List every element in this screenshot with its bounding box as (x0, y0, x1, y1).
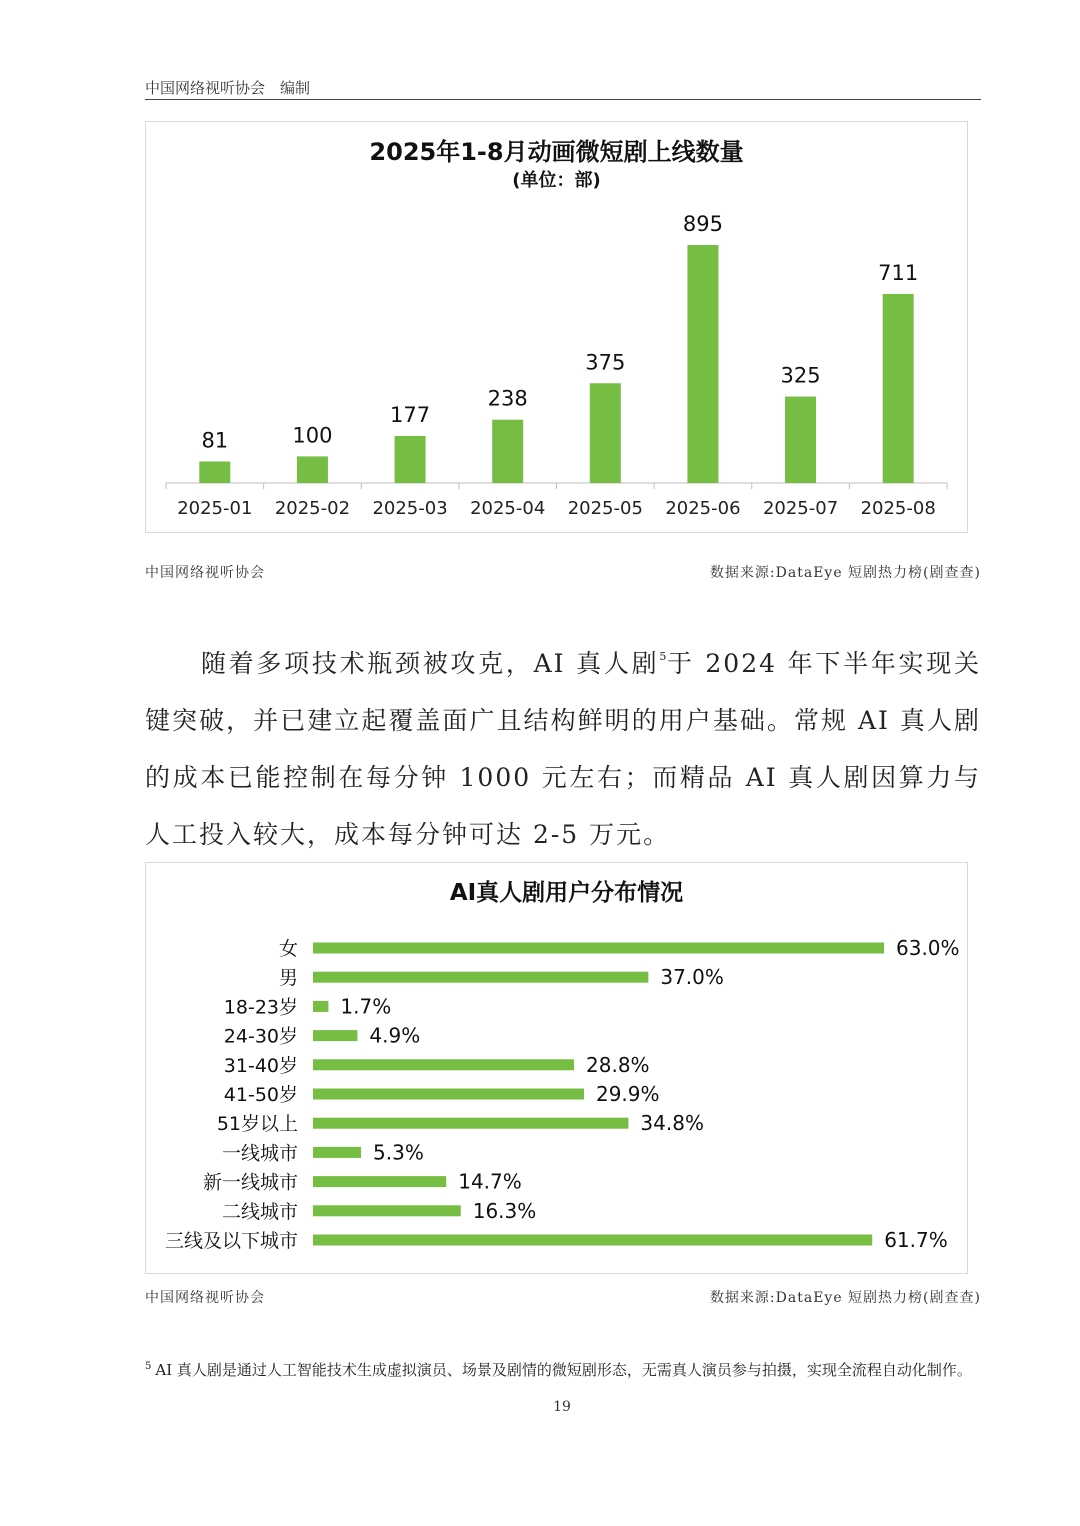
chart1-category-label: 2025-02 (274, 498, 351, 519)
chart1-category-label: 2025-01 (177, 498, 253, 519)
header-rule (145, 99, 981, 100)
chart2-category-label: 新一线城市 (202, 1171, 298, 1194)
chart2-category-label: 女 (278, 938, 298, 960)
chart1-data-label: 100 (292, 423, 333, 448)
chart2-bar (313, 1205, 461, 1216)
chart2-bar (313, 1176, 446, 1187)
page-header: 中国网络视听协会 编制 (145, 79, 311, 97)
chart1-category-label: 2025-07 (762, 498, 839, 519)
chart2-bar (313, 972, 648, 983)
chart1-data-label: 238 (487, 386, 528, 411)
chart2-data-label: 4.9% (369, 1023, 421, 1048)
chart2-data-label: 14.7% (458, 1169, 522, 1194)
chart1-bar (590, 383, 621, 483)
chart1-data-label: 711 (878, 260, 919, 285)
chart2-bar (313, 1118, 628, 1129)
chart1-category-label: 2025-05 (567, 498, 643, 519)
chart1-bar (199, 461, 230, 483)
chart2-category-label: 男 (278, 967, 298, 990)
chart1-bar (492, 420, 523, 483)
footnote-marker: 5 (145, 1361, 152, 1372)
chart1-data-label: 895 (682, 212, 723, 236)
chart2-bar (313, 1235, 872, 1246)
chart2-data-label: 16.3% (472, 1198, 537, 1223)
chart1-bar (395, 436, 426, 483)
chart1-category-label: 2025-03 (372, 498, 448, 519)
chart-monthly-releases (145, 121, 968, 533)
chart2-data-label: 61.7% (884, 1228, 948, 1252)
chart2-bar (313, 1059, 574, 1070)
paragraph-part2: 于 2024 年下半年实现关键突破，并已建立起覆盖面广且结构鲜明的用户基础。常规 AI 真人剧的成本已能控制在每分钟 1000 元左右；而精品 AI 真人剧因算力与人工投入较大，成本每分钟可达 2-5 万元。 (145, 649, 981, 849)
chart2-data-label: 63.0% (896, 936, 960, 960)
paragraph-part1: 随着多项技术瓶颈被攻克，AI 真人剧 (201, 649, 660, 678)
chart1-source-right: 数据来源:DataEye 短剧热力榜(剧查查) (709, 565, 981, 581)
chart1-data-label: 177 (390, 402, 431, 427)
chart2-data-label: 5.3% (373, 1140, 424, 1165)
chart1-data-label: 325 (780, 363, 821, 388)
chart2-data-label: 1.7% (340, 994, 392, 1019)
chart2-title: AI真人剧用户分布情况 (449, 880, 684, 906)
chart2-category-label: 三线及以下城市 (164, 1230, 298, 1252)
chart1-data-label: 81 (201, 428, 229, 453)
chart2-bar (313, 1001, 328, 1012)
chart1-bar (883, 294, 914, 483)
chart1-bar (297, 456, 328, 483)
footnote (145, 1356, 981, 1381)
chart2-category-label: 41-50岁 (223, 1084, 298, 1106)
chart2-source-left: 中国网络视听协会 (145, 1290, 265, 1306)
chart1-bar (687, 245, 718, 483)
chart2-data-label: 28.8% (586, 1052, 650, 1077)
chart2-category-label: 18-23岁 (223, 996, 298, 1019)
chart1-source-left: 中国网络视听协会 (145, 565, 265, 581)
chart2-bar (313, 1030, 357, 1041)
chart1-bar (785, 397, 816, 483)
chart2-source-right: 数据来源:DataEye 短剧热力榜(剧查查) (709, 1290, 981, 1306)
chart-monthly-releases-svg (146, 122, 967, 532)
chart1-category-label: 2025-04 (470, 498, 546, 519)
chart2-bar (313, 1089, 584, 1100)
chart2-data-label: 34.8% (640, 1111, 704, 1136)
chart1-data-label: 375 (585, 350, 626, 375)
chart1-category-label: 2025-06 (665, 498, 741, 519)
chart2-category-label: 二线城市 (221, 1200, 298, 1223)
chart1-category-label: 2025-08 (860, 498, 936, 519)
chart-user-distribution (145, 862, 968, 1274)
chart2-data-label: 29.9% (595, 1082, 660, 1106)
chart2-data-label: 37.0% (660, 965, 724, 990)
chart2-bar (313, 1147, 361, 1158)
chart1-subtitle: (单位：部) (512, 170, 601, 191)
chart2-bar (313, 943, 884, 954)
chart-user-distribution-svg (146, 863, 967, 1273)
chart2-category-label: 51岁以上 (216, 1113, 298, 1136)
body-paragraph (145, 635, 981, 863)
chart2-category-label: 24-30岁 (223, 1025, 298, 1048)
chart2-category-label: 一线城市 (221, 1142, 298, 1165)
chart1-title: 2025年1-8月动画微短剧上线数量 (369, 138, 744, 166)
footnote-text: AI 真人剧是通过人工智能技术生成虚拟演员、场景及剧情的微短剧形态，无需真人演员参与拍摄，实现全流程自动化制作。 (155, 1361, 972, 1379)
page-number: 19 (553, 1399, 571, 1415)
chart2-category-label: 31-40岁 (223, 1054, 298, 1077)
footnote-ref[interactable]: 5 (659, 650, 667, 663)
